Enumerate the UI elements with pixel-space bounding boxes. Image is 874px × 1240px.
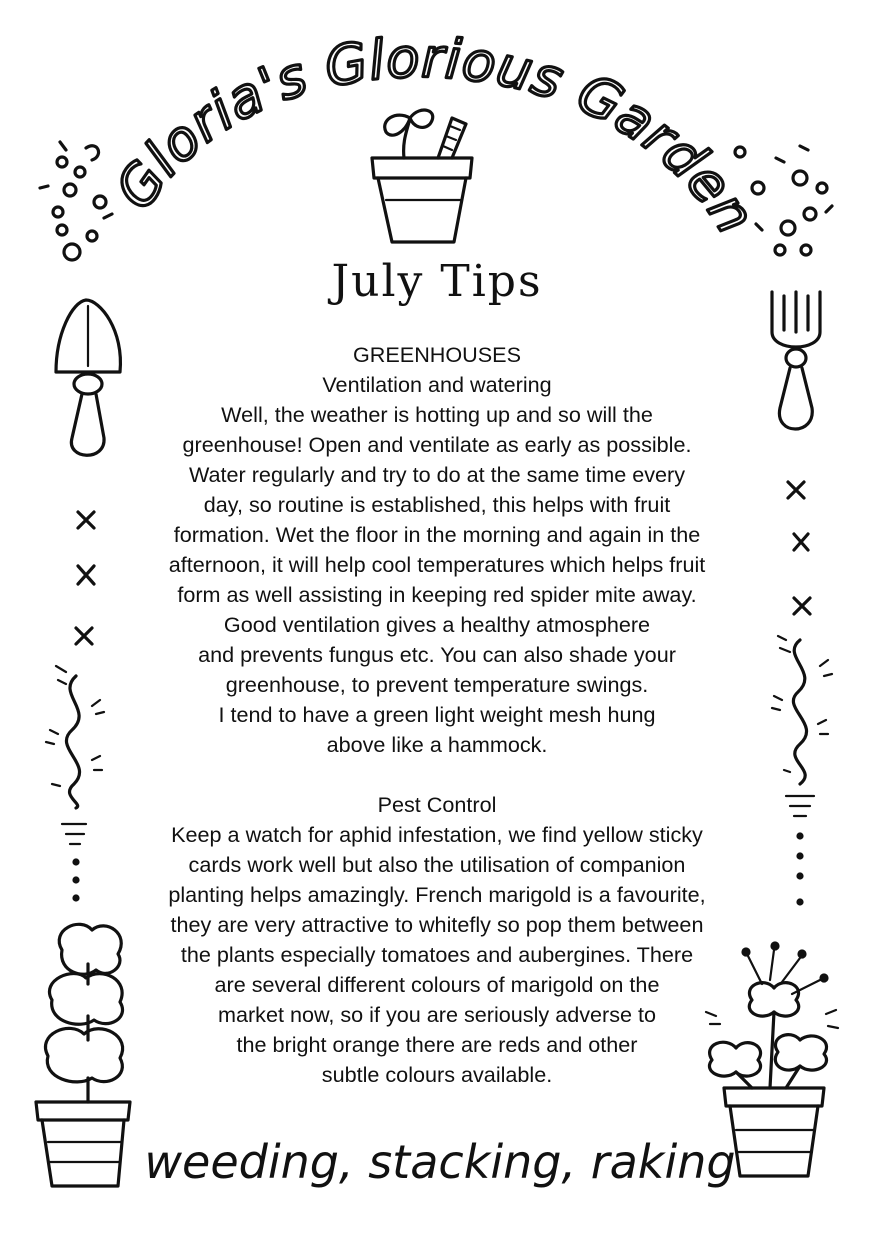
greenhouses-heading: GREENHOUSES: [353, 342, 521, 367]
seeds-cluster-left-icon: [40, 142, 112, 260]
section-spacer: [110, 760, 764, 790]
text-line: form as well assisting in keeping red spider mite away.: [177, 582, 697, 607]
text-line: Keep a watch for aphid infestation, we find yellow sticky: [171, 822, 703, 847]
text-line: market now, so if you are seriously adverse to: [217, 1002, 657, 1027]
page-subtitle: July Tips: [331, 256, 543, 307]
pest-control-text: [110, 820, 764, 1090]
text-line: Well, the weather is hotting up and so will the: [221, 402, 653, 427]
vine-left-icon: [46, 666, 104, 900]
text-line: subtle colours available.: [321, 1062, 553, 1087]
text-line: the bright orange there are reds and other: [236, 1032, 638, 1057]
text-line: afternoon, it will help cool temperatures which helps fruit: [168, 552, 706, 577]
text-line: greenhouse, to prevent temperature swings.: [225, 672, 649, 697]
text-line: cards work well but also the utilisation of companion: [188, 852, 686, 877]
cross-marks-left-icon: [76, 512, 94, 644]
page-title: Gloria's Glorious Garden: [103, 26, 768, 246]
text-line: planting helps amazingly. French marigold is a favourite,: [168, 882, 706, 907]
flower-pot-icon: [372, 110, 472, 242]
text-line: I tend to have a green light weight mesh hung: [218, 702, 656, 727]
text-line: greenhouse! Open and ventilate as early as possible.: [182, 432, 692, 457]
text-line: they are very attractive to whitefly so pop them between: [170, 912, 704, 937]
vine-right-icon: [772, 636, 832, 904]
text-line: are several different colours of marigold on the: [214, 972, 660, 997]
greenhouses-subheading: Ventilation and watering: [322, 372, 552, 397]
text-line: day, so routine is established, this helps with fruit: [203, 492, 671, 517]
article-body: [110, 340, 764, 1090]
greenhouses-text: [110, 400, 764, 760]
text-line: Good ventilation gives a healthy atmosphere: [223, 612, 651, 637]
text-line: Water regularly and try to do at the same time every: [188, 462, 686, 487]
text-line: above like a hammock.: [326, 732, 548, 757]
footer-tagline: weeding, stacking, raking: [144, 1135, 736, 1189]
text-line: and prevents fungus etc. You can also shade your: [198, 642, 676, 667]
cross-marks-right-icon: [788, 482, 810, 614]
hand-fork-icon: [772, 292, 820, 429]
text-line: the plants especially tomatoes and aubergines. There: [180, 942, 694, 967]
text-line: formation. Wet the floor in the morning and again in the: [173, 522, 701, 547]
pest-control-heading: Pest Control: [377, 792, 497, 817]
